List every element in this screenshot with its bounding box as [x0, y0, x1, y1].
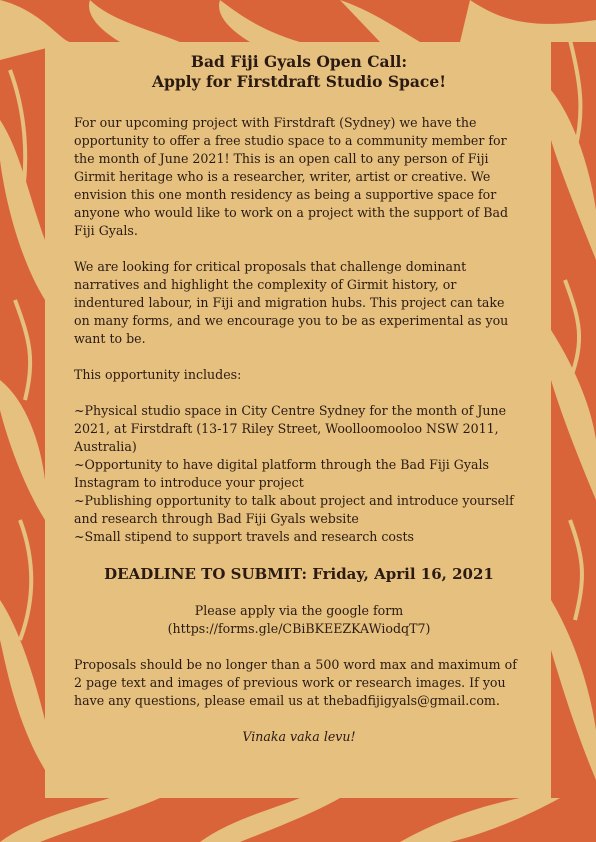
list-item: ~Publishing opportunity to talk about project and introduce yourself and research through Bad Fiji Gyals website — [74, 493, 514, 526]
list-item: ~Opportunity to have digital platform through the Bad Fiji Gyals Instagram to introduce your project — [74, 457, 489, 490]
google-form-link[interactable]: (https://forms.gle/CBiBKEEZKAWiodqT7) — [167, 621, 431, 636]
title-line-1: Bad Fiji Gyals Open Call: — [190, 52, 408, 71]
deadline-heading: DEADLINE TO SUBMIT: Friday, April 16, 2021 — [104, 565, 494, 583]
apply-text: Please apply via the google form — [194, 603, 404, 618]
opportunity-list — [74, 402, 524, 546]
opportunity-heading: This opportunity includes: — [74, 367, 242, 382]
open-call-document — [74, 52, 524, 746]
proposal-guidelines: Proposals should be no longer than a 500 word max and maximum of 2 page text and images of previous work or research images. If you have any questions, please email us at thebadfijigyals@gmail.com. — [74, 657, 517, 708]
list-item: ~Small stipend to support travels and research costs — [74, 529, 414, 544]
page-title — [74, 52, 524, 92]
intro-paragraph: For our upcoming project with Firstdraft (Sydney) we have the opportunity to offer a free studio space to a community member for the month of June 2021! This is an open call to any person of Fiji Girmit heritage who is a researcher, writer, artist or creative. We envision this one month residency as being a supportive space for anyone who would like to work on a project with the support of Bad Fiji Gyals. — [74, 115, 509, 238]
signoff: Vinaka vaka levu! — [242, 729, 356, 744]
proposals-call-paragraph: We are looking for critical proposals that challenge dominant narratives and highlight the complexity of Girmit history, or indentured labour, in Fiji and migration hubs. This project can take on many forms, and we encourage you to be as experimental as you want to be. — [74, 259, 509, 346]
list-item: ~Physical studio space in City Centre Sydney for the month of June 2021, at Firstdraft (13-17 Riley Street, Woolloomooloo NSW 2011, Australia) — [74, 403, 507, 454]
title-line-2: Apply for Firstdraft Studio Space! — [151, 72, 447, 91]
apply-instructions — [74, 602, 524, 638]
